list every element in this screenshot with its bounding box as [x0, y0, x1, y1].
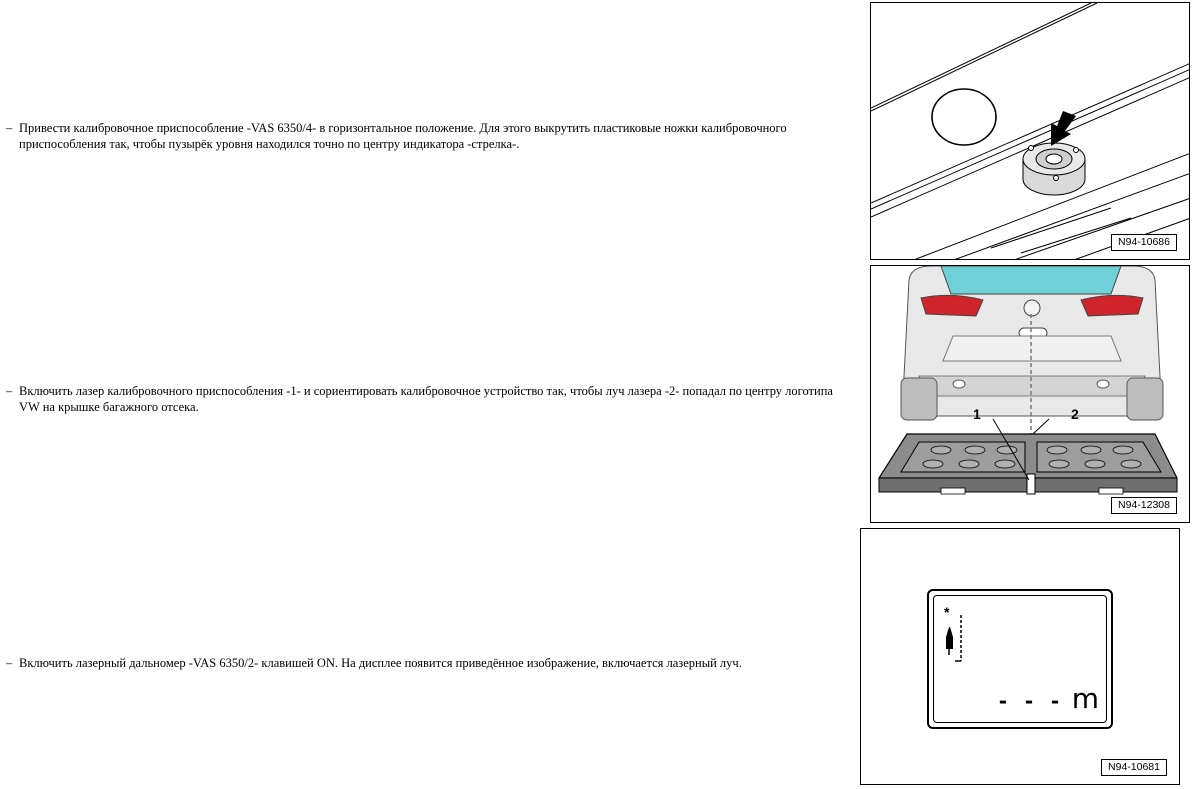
callout-line-2: [1033, 419, 1049, 434]
step-dash: –: [6, 384, 13, 398]
figure-id-label: N94-10686: [1111, 234, 1177, 251]
figure-id-label: N94-12308: [1111, 497, 1177, 514]
laser-emitter: [1027, 474, 1035, 494]
figure-rangefinder-display: [860, 528, 1180, 785]
bubble-level: [1023, 143, 1085, 195]
instruction-step-3: [6, 655, 846, 671]
figure-laser-alignment: [870, 265, 1190, 523]
distance-unit: m: [1071, 682, 1099, 715]
svg-text:*: *: [944, 605, 950, 620]
callout-2: 2: [1071, 406, 1079, 422]
rear-window: [941, 266, 1121, 294]
tail-light-left: [921, 295, 983, 316]
figure-bubble-level: [870, 2, 1190, 260]
vw-logo: [1024, 300, 1040, 316]
step-dash: –: [6, 656, 13, 670]
calibration-board: [879, 434, 1177, 494]
bubble-level-illustration: [871, 3, 1190, 260]
step-text: Включить лазер калибровочного приспособления -1- и сориентировать калибровочное устройство так, чтобы луч лазера -2- попадал по центру логотипа VW на крышке багажного отсека.: [19, 384, 833, 414]
step-text: Привести калибровочное приспособление -VAS 6350/4- в горизонтальное положение. Для этого выкрутить пластиковые ножки калибровочного приспособления так, чтобы пузырёк уровня находился точно по центру индикатора -стрелка-.: [19, 121, 787, 151]
step-dash: –: [6, 121, 13, 135]
distance-value: - - -: [996, 689, 1063, 713]
tail-light-right: [1081, 295, 1143, 316]
laser-alignment-illustration: [871, 266, 1190, 523]
instruction-step-1: [6, 120, 806, 152]
figure-id-label: N94-10681: [1101, 759, 1167, 776]
instruction-step-2: [6, 383, 841, 415]
laser-pointer-icon: [943, 605, 973, 667]
step-text: Включить лазерный дальномер -VAS 6350/2- клавишей ON. На дисплее появится приведённое изображение, включается лазерный луч.: [19, 656, 742, 670]
car-rear: [901, 266, 1163, 420]
display-screen: [927, 589, 1113, 729]
display-reading: [997, 682, 1099, 715]
callout-1: 1: [973, 406, 981, 422]
mounting-hole: [932, 89, 996, 145]
